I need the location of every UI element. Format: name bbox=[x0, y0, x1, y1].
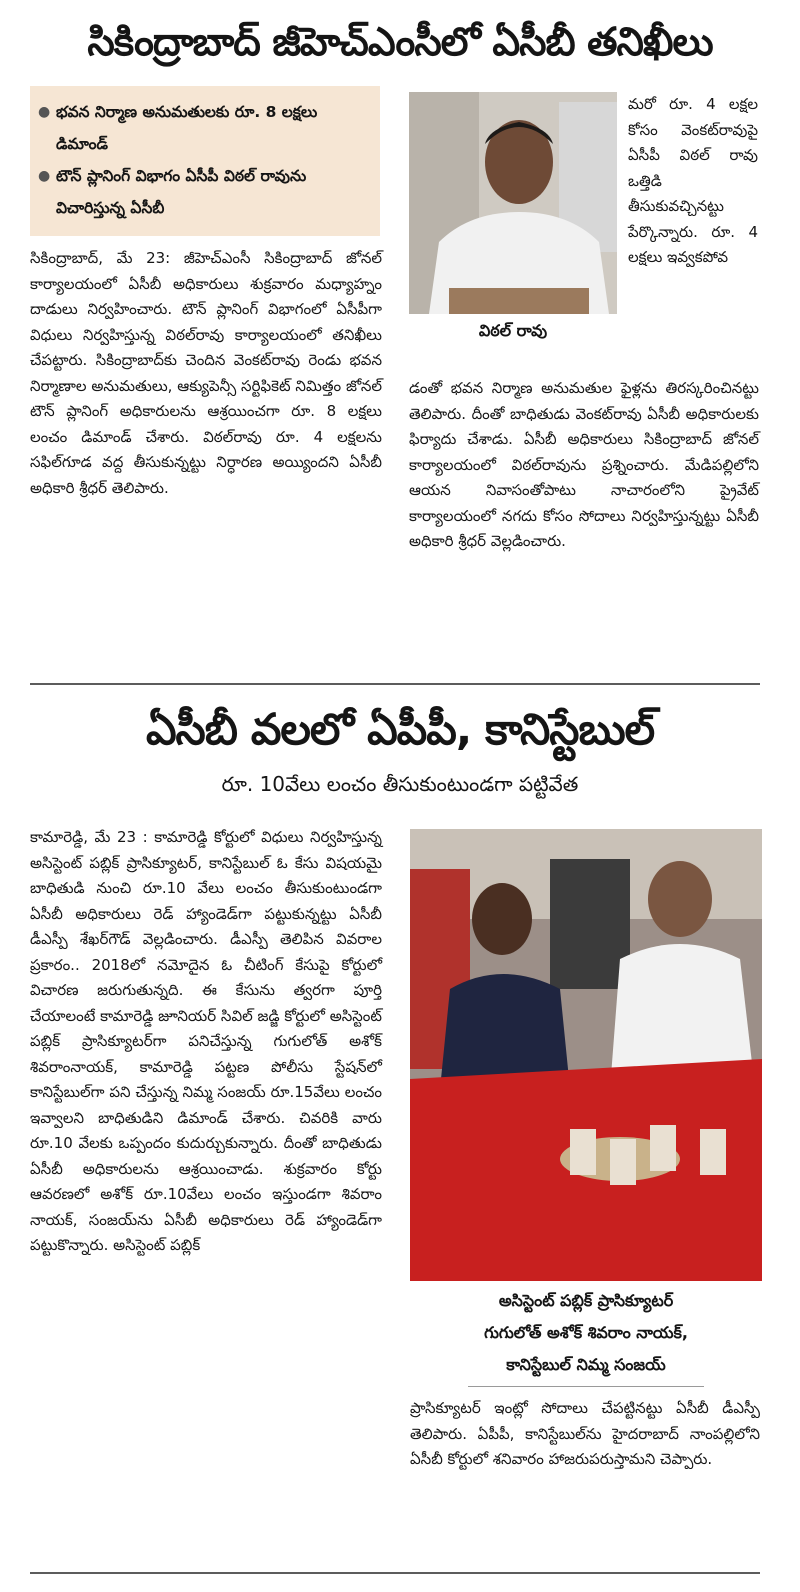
highlight-item bbox=[38, 96, 372, 160]
story2-right-paragraph: ప్రాసిక్యూటర్ ఇంట్లో సోదాలు చేపట్టినట్టు ఏసీబీ డీఎస్పీ తెలిపారు. ఏపీపీ, కానిస్టేబుల్‌ను హైదరాబాద్ నాంపల్లిలోని ఏసీబీ కోర్టులో శనివారం హాజరుపరుస్తామని చెప్పారు. bbox=[410, 1399, 760, 1468]
caption-divider bbox=[468, 1386, 704, 1387]
story1-right-bottom-paragraph: డంతో భవన నిర్మాణ అనుమతుల ఫైళ్లను తిరస్కరించినట్టు తెలిపారు. దీంతో బాధితుడు వెంకట్‌రావు ఏసీబీ అధికారులకు ఫిర్యాదు చేశాడు. ఏసీబీ అధికారులు సికింద్రాబాద్ జోనల్ కార్యాలయంలో విఠల్‌రావును ప్రశ్నించారు. మేడిపల్లిలోని ఆయన నివాసంతోపాటు నాచారంలోని ప్రైవేట్ కార్యాలయంలో నగదు కోసం సోదాలు నిర్వహిస్తున్నట్టు ఏసీబీ అధికారి శ్రీధర్ వెల్లడించారు. bbox=[409, 379, 759, 550]
story1-headline: సికింద్రాబాద్ జీహెచ్ఎంసీలో ఏసీబీ తనిఖీలు bbox=[87, 20, 713, 65]
portrait-caption: విఠల్ రావు bbox=[478, 321, 548, 340]
caption-line: కానిస్టేబుల్ నిమ్మ సంజయ్ bbox=[506, 1355, 666, 1374]
arrest-illustration bbox=[410, 829, 762, 1281]
bullet-dot-icon: ● bbox=[38, 104, 51, 120]
caption-line: అసిస్టెంట్ పబ్లిక్ ప్రాసిక్యూటర్ bbox=[498, 1291, 674, 1310]
highlight-text: భవన నిర్మాణ అనుమతులకు రూ. 8 లక్షలు డిమాండ్ bbox=[56, 103, 318, 153]
story1-right-top-paragraph: మరో రూ. 4 లక్షల కోసం వెంకట్‌రావుపై ఏసీపీ విఠల్ రావు ఒత్తిడి తీసుకువచ్చినట్టు పేర్కొన్నారు. రూ. 4 లక్షలు ఇవ్వకపోవ bbox=[628, 95, 758, 266]
story1-highlights-box bbox=[30, 86, 380, 236]
story1-left-paragraph: సికింద్రాబాద్, మే 23: జీహెచ్ఎంసీ సికింద్రాబాద్ జోనల్ కార్యాలయంలో ఏసీబీ అధికారులు శుక్రవారం మధ్యాహ్నం దాడులు నిర్వహించారు. టౌన్ ప్లానింగ్ విభాగంలో ఏసీపీగా విధులు నిర్వహిస్తున్న విఠల్‌రావు కార్యాలయంలో తనిఖీలు చేపట్టారు. సికింద్రాబాద్‌కు చెందిన వెంకట్‌రావు రెండు భవన నిర్మాణాల అనుమతులు, ఆక్యుపెన్సీ సర్టిఫికెట్ నిమిత్తం జోనల్ టౌన్ ప్లానింగ్ అధికారులను ఆశ్రయించగా రూ. 8 లక్షలు లంచం డిమాండ్ చేశారు. విఠల్‌రావు రూ. 4 లక్షలను సఫిల్‌గూడ వద్ద తీసుకున్నట్టు నిర్ధారణ అయ్యిందని ఏసీబీ అధికారి శ్రీధర్ తెలిపారు. bbox=[30, 249, 382, 497]
story2-left-paragraph: కామారెడ్డి, మే 23 : కామారెడ్డి కోర్టులో విధులు నిర్వహిస్తున్న అసిస్టెంట్ పబ్లిక్ ప్రాసిక్యూటర్, కానిస్టేబుల్ ఓ కేసు విషయమై బాధితుడి నుంచి రూ.10 వేలు లంచం తీసుకుంటుండగా ఏసీబీ అధికారులు రెడ్ హ్యాండెడ్‌గా పట్టుకున్నట్టు ఏసీబీ డీఎస్పీ శేఖర్‌గౌడ్ వెల్లడించారు. డీఎస్పీ తెలిపిన వివరాల ప్రకారం.. 2018లో నమోదైన ఓ చీటింగ్ కేసుపై కోర్టులో విచారణ జరుగుతున్నది. ఈ కేసును త్వరగా పూర్తి చేయాలంటే కామారెడ్డి జూనియర్ సివిల్ జడ్జి కోర్టులో అసిస్టెంట్ పబ్లిక్ ప్రాసిక్యూటర్‌గా పనిచేస్తున్న గుగులోత్ అశోక్ శివరాంనాయక్, కామారెడ్డి పట్టణ పోలీసు స్టేషన్‌లో కానిస్టేబుల్‌గా పని చేస్తున్న నిమ్మ సంజయ్ రూ.15వేలు లంచం ఇవ్వాలని బాధితుడిని డిమాండ్ చేశారు. చివరికి వారు రూ.10 వేలకు ఒప్పందం కుదుర్చుకున్నారు. దీంతో బాధితుడు ఏసీబీ అధికారులను ఆశ్రయించాడు. శుక్రవారం కోర్టు ఆవరణలో అశోక్ రూ.10వేలు లంచం ఇస్తుండగా శివరాం నాయక్, సంజయ్‌ను ఏసీబీ అధికారులు రెడ్ హ్యాండెడ్‌గా పట్టుకొన్నారు. అసిస్టెంట్ పబ్లిక్ bbox=[30, 828, 382, 1254]
story2-subheadline: రూ. 10వేలు లంచం తీసుకుంటుండగా పట్టివేత bbox=[221, 772, 579, 796]
section-divider bbox=[30, 683, 760, 685]
arrest-caption bbox=[410, 1285, 762, 1381]
highlight-text: టౌన్ ప్లానింగ్ విభాగం ఏసీపీ విఠల్ రావును విచారిస్తున్న ఏసీబీ bbox=[56, 167, 307, 217]
caption-line: గుగులోత్ అశోక్ శివరాం నాయక్, bbox=[484, 1323, 688, 1342]
bullet-dot-icon: ● bbox=[38, 168, 51, 184]
bottom-divider bbox=[30, 1572, 760, 1574]
portrait-photo bbox=[409, 92, 617, 314]
story2-headline: ఏసీబీ వలలో ఏపీపీ, కానిస్టేబుల్ bbox=[145, 705, 655, 755]
arrest-photo bbox=[410, 829, 762, 1281]
highlight-item bbox=[38, 160, 372, 224]
portrait-illustration bbox=[409, 92, 617, 314]
